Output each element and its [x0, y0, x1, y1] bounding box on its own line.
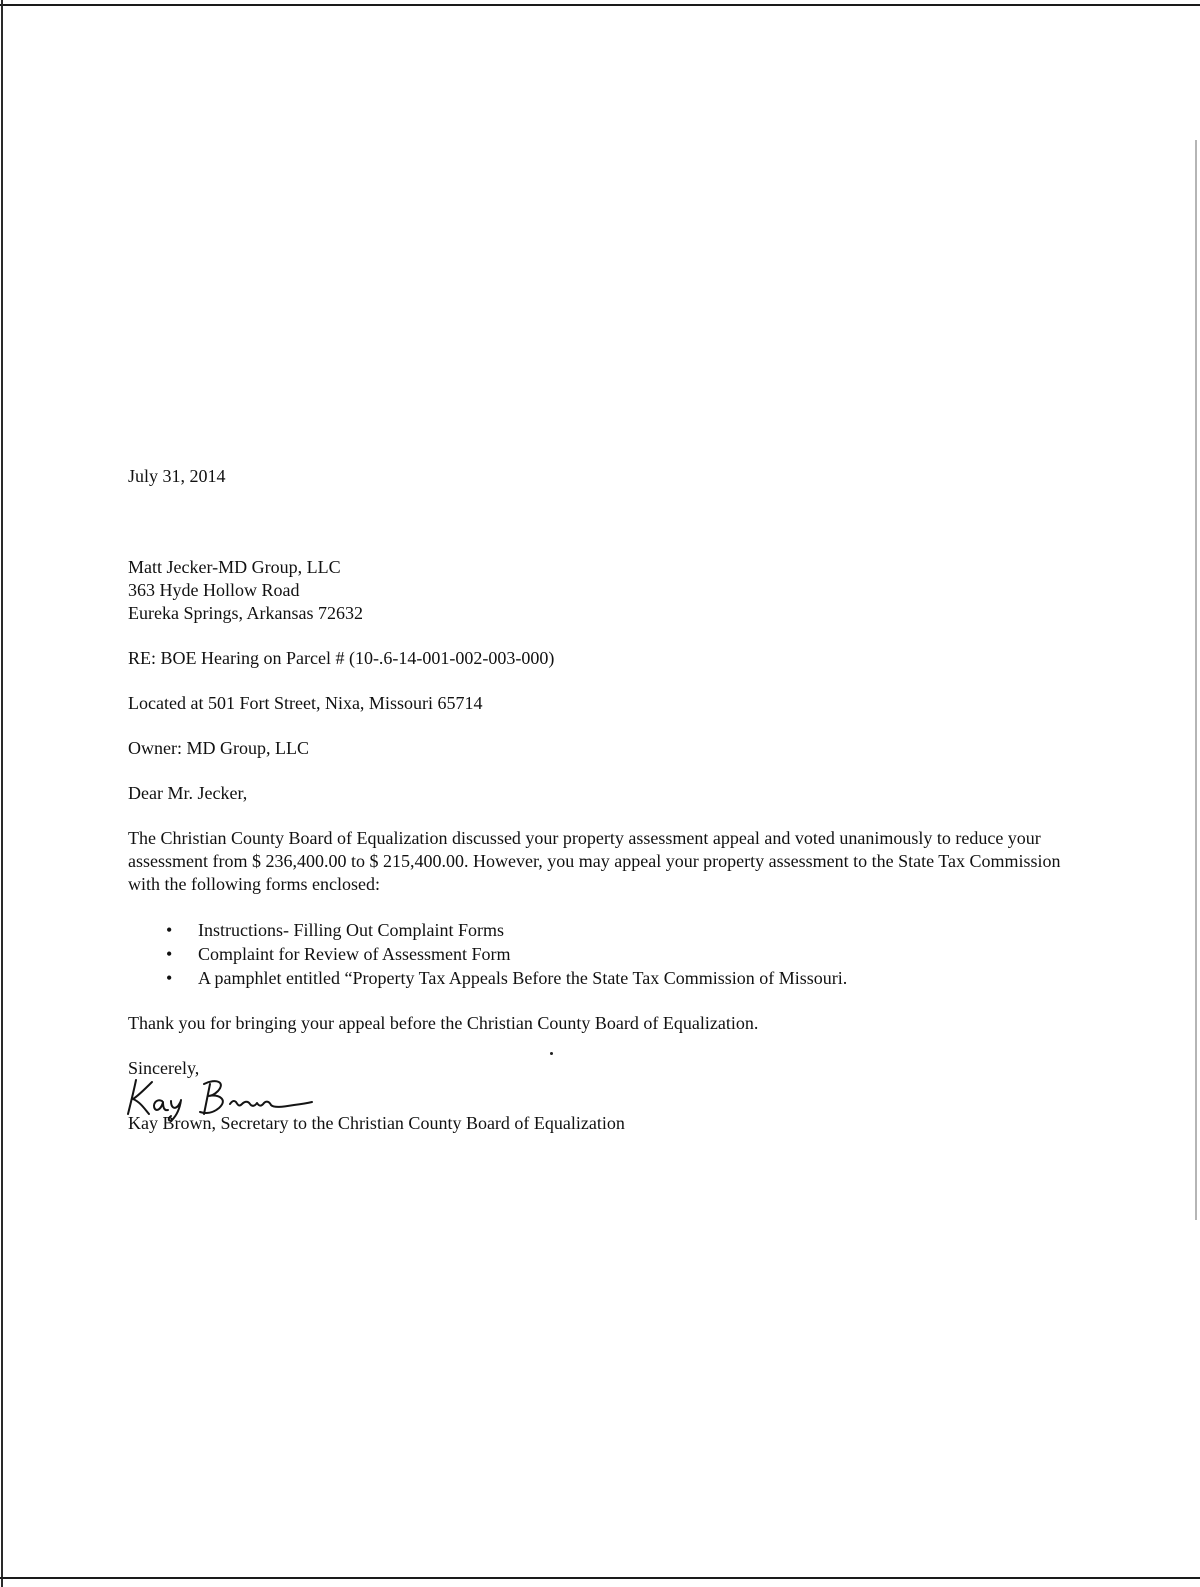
re-line: RE: BOE Hearing on Parcel # (10-.6-14-001-002-003-000) — [128, 648, 555, 668]
scan-left-border — [1, 0, 3, 1587]
enclosure-item-label: A pamphlet entitled “Property Tax Appeals Before the State Tax Commission of Missouri. — [198, 968, 848, 988]
body-paragraph: The Christian County Board of Equalization discussed your property assessment appeal and voted unanimously to reduce your assessment from $ 236,400.00 to $ 215,400.00. However, you may appeal your property assessment to the State Tax Commission with the following forms enclosed: — [128, 828, 1061, 894]
property-owner: Owner: MD Group, LLC — [128, 738, 309, 758]
recipient-name: Matt Jecker-MD Group, LLC — [128, 557, 341, 577]
bullet-icon: • — [166, 920, 173, 940]
bullet-icon: • — [166, 968, 173, 988]
enclosure-list — [128, 918, 1078, 990]
letter-body — [128, 465, 1078, 1135]
scan-bottom-border — [0, 1577, 1200, 1579]
scan-top-border — [0, 4, 1200, 6]
recipient-city-state-zip: Eureka Springs, Arkansas 72632 — [128, 603, 363, 623]
signer-name-title: Kay Brown, Secretary to the Christian County Board of Equalization — [128, 1113, 625, 1133]
enclosure-item — [128, 942, 1078, 966]
enclosure-item — [128, 966, 1078, 990]
scan-right-mark — [1195, 140, 1197, 1220]
enclosure-item — [128, 918, 1078, 942]
letter-date: July 31, 2014 — [128, 466, 226, 486]
property-location: Located at 501 Fort Street, Nixa, Missouri 65714 — [128, 693, 483, 713]
recipient-address — [128, 556, 1078, 625]
signature-icon — [122, 1074, 322, 1122]
closing: Sincerely, — [128, 1058, 200, 1078]
recipient-street: 363 Hyde Hollow Road — [128, 580, 300, 600]
handwritten-signature — [128, 1082, 1078, 1118]
salutation: Dear Mr. Jecker, — [128, 783, 248, 803]
bullet-icon: • — [166, 944, 173, 964]
thank-you-line: Thank you for bringing your appeal before the Christian County Board of Equalization. — [128, 1013, 759, 1033]
enclosure-item-label: Instructions- Filling Out Complaint Forms — [198, 920, 505, 940]
enclosure-item-label: Complaint for Review of Assessment Form — [198, 944, 511, 964]
